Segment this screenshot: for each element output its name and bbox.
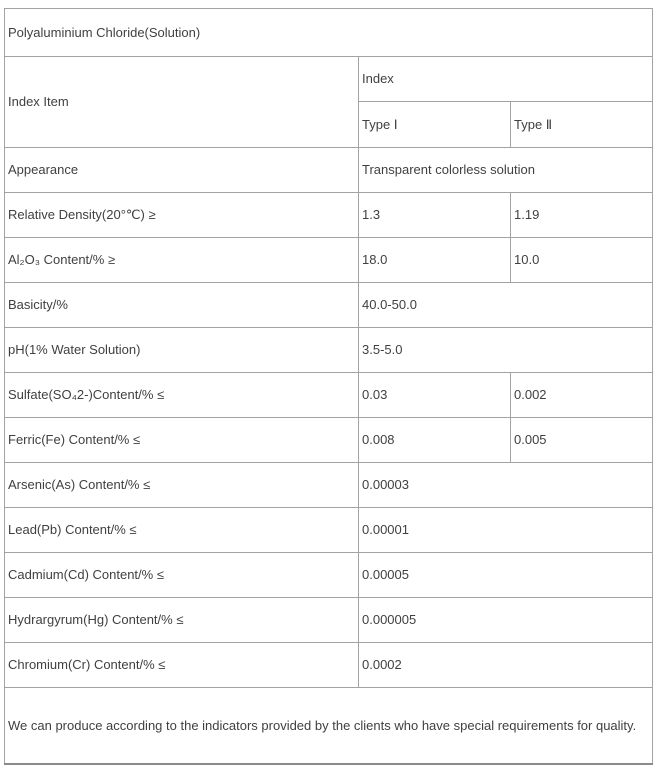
row-label: pH(1% Water Solution) xyxy=(5,328,359,373)
header-index-item: Index Item xyxy=(5,57,359,148)
spec-row-al2o3-content xyxy=(5,238,653,283)
spec-row-arsenic xyxy=(5,463,653,508)
spec-row-sulfate xyxy=(5,373,653,418)
table-footer-note: We can produce according to the indicators provided by the clients who have special requirements for quality. xyxy=(5,688,653,765)
row-label: Sulfate(SO₄2-)Content/% ≤ xyxy=(5,373,359,418)
spec-row-chromium xyxy=(5,643,653,688)
product-spec-table xyxy=(4,8,653,765)
row-value: Transparent colorless solution xyxy=(359,148,653,193)
row-value: 40.0-50.0 xyxy=(359,283,653,328)
spec-row-lead xyxy=(5,508,653,553)
row-label: Al₂O₃ Content/% ≥ xyxy=(5,238,359,283)
spec-row-relative-density xyxy=(5,193,653,238)
row-value: 0.00005 xyxy=(359,553,653,598)
spec-row-ferric xyxy=(5,418,653,463)
row-label: Hydrargyrum(Hg) Content/% ≤ xyxy=(5,598,359,643)
row-label: Appearance xyxy=(5,148,359,193)
row-value-type1: 18.0 xyxy=(359,238,511,283)
spec-row-cadmium xyxy=(5,553,653,598)
footer-row xyxy=(5,688,653,765)
header-row-index xyxy=(5,57,653,102)
row-value-type2: 0.005 xyxy=(511,418,653,463)
row-value-type1: 0.03 xyxy=(359,373,511,418)
header-index: Index xyxy=(359,57,653,102)
row-value: 0.0002 xyxy=(359,643,653,688)
row-label: Cadmium(Cd) Content/% ≤ xyxy=(5,553,359,598)
row-label: Ferric(Fe) Content/% ≤ xyxy=(5,418,359,463)
row-value-type1: 0.008 xyxy=(359,418,511,463)
spec-row-basicity xyxy=(5,283,653,328)
spec-row-appearance xyxy=(5,148,653,193)
row-value-type2: 10.0 xyxy=(511,238,653,283)
spec-row-hydrargyrum xyxy=(5,598,653,643)
row-value: 0.00003 xyxy=(359,463,653,508)
row-value: 0.00001 xyxy=(359,508,653,553)
row-value-type2: 0.002 xyxy=(511,373,653,418)
row-value: 0.000005 xyxy=(359,598,653,643)
table-title: Polyaluminium Chloride(Solution) xyxy=(5,9,653,57)
row-label: Arsenic(As) Content/% ≤ xyxy=(5,463,359,508)
header-type-1: Type Ⅰ xyxy=(359,102,511,148)
row-label: Chromium(Cr) Content/% ≤ xyxy=(5,643,359,688)
row-label: Relative Density(20°℃) ≥ xyxy=(5,193,359,238)
row-label: Basicity/% xyxy=(5,283,359,328)
title-row xyxy=(5,9,653,57)
row-label: Lead(Pb) Content/% ≤ xyxy=(5,508,359,553)
row-value-type1: 1.3 xyxy=(359,193,511,238)
header-type-2: Type Ⅱ xyxy=(511,102,653,148)
row-value: 3.5-5.0 xyxy=(359,328,653,373)
spec-row-ph xyxy=(5,328,653,373)
row-value-type2: 1.19 xyxy=(511,193,653,238)
